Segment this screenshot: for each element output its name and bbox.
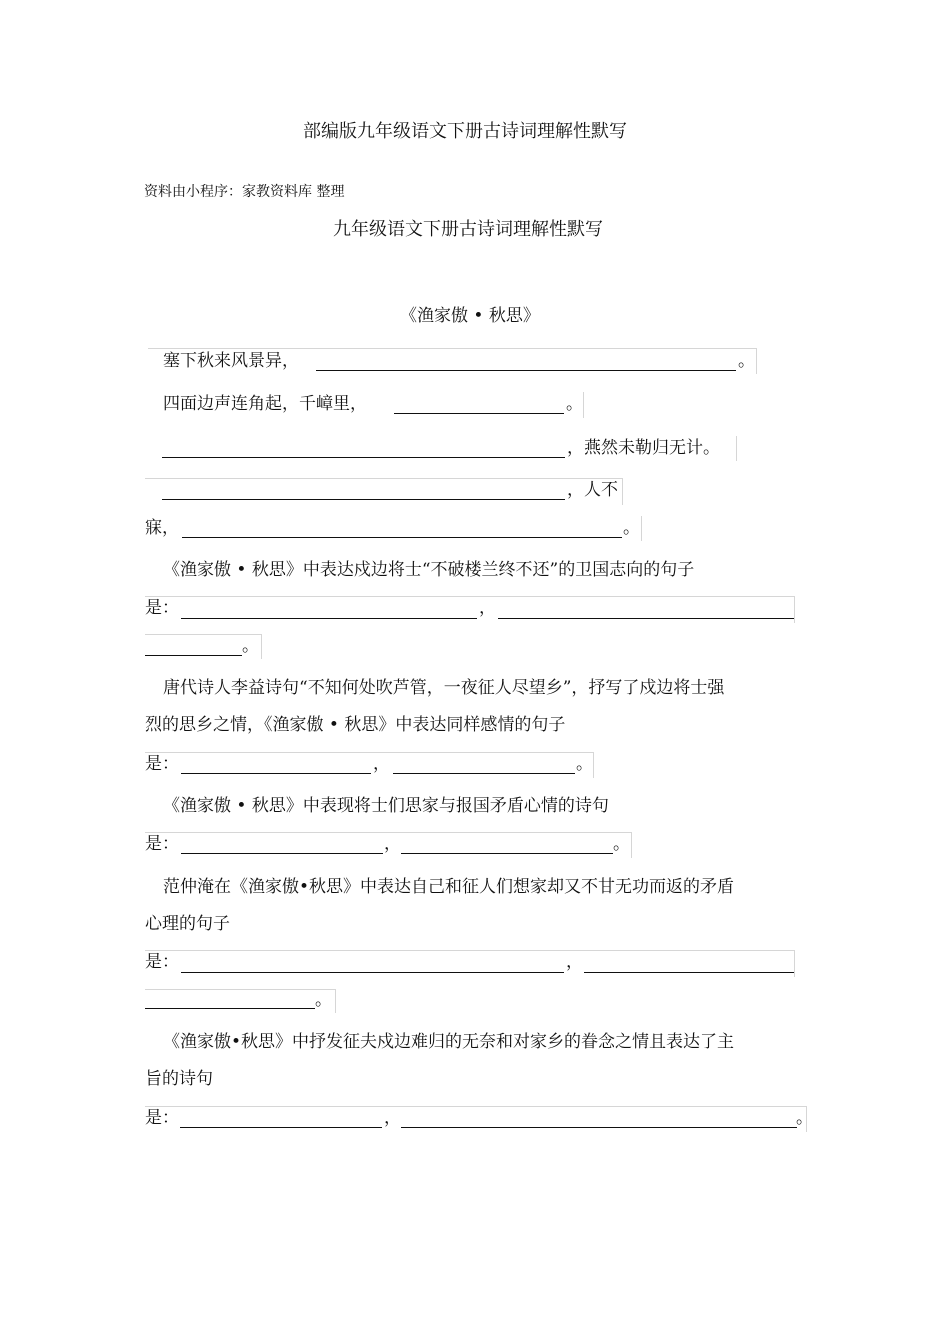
question-5-blank-b[interactable] <box>401 1127 797 1128</box>
answer-box-frame <box>736 436 737 461</box>
answer-box-frame <box>145 478 623 505</box>
question-3-text: 《渔家傲 • 秋思》中表现将士们思家与报国矛盾心情的诗句 <box>163 796 609 816</box>
comma: ， <box>373 754 390 774</box>
period: 。 <box>738 351 755 371</box>
answer-blank-5[interactable] <box>182 537 622 538</box>
question-5-blank-a[interactable] <box>180 1127 382 1128</box>
poem-line-4-end: ，人不 <box>567 480 618 500</box>
question-4-blank-b[interactable] <box>584 972 794 973</box>
answer-blank-1[interactable] <box>316 370 736 371</box>
poem-line-2: 四面边声连角起，千嶂里， <box>163 394 367 414</box>
answer-box-frame <box>641 516 642 541</box>
question-4-blank-a[interactable] <box>181 972 564 973</box>
question-2-text-cont: 烈的思乡之情，《渔家傲 • 秋思》中表达同样感情的句子 <box>145 715 566 735</box>
comma: ， <box>384 1108 401 1128</box>
question-2-blank-a[interactable] <box>181 773 371 774</box>
question-1-blank-a[interactable] <box>181 618 477 619</box>
source-note: 资料由小程序：家教资料库 整理 <box>144 184 345 200</box>
question-2-text: 唐代诗人李益诗句“不知何处吹芦管，一夜征人尽望乡”，抒写了戍边将士强 <box>163 678 725 698</box>
question-3-blank-b[interactable] <box>401 853 613 854</box>
question-3-prefix: 是： <box>145 834 179 854</box>
poem-line-3-end: ，燕然未勒归无计。 <box>567 438 720 458</box>
question-4-text-cont: 心理的句子 <box>145 914 230 934</box>
question-1-text: 《渔家傲 • 秋思》中表达戍边将士“不破楼兰终不还”的卫国志向的句子 <box>163 560 695 580</box>
question-5-text-cont: 旨的诗句 <box>145 1069 213 1089</box>
period: 。 <box>576 754 593 774</box>
question-4-text: 范仲淹在《渔家傲•秋思》中表达自己和征人们想家却又不甘无功而返的矛盾 <box>163 877 735 897</box>
period: 。 <box>613 834 630 854</box>
question-4-blank-c[interactable] <box>145 1008 315 1009</box>
answer-blank-4[interactable] <box>162 499 565 500</box>
answer-blank-2[interactable] <box>394 413 564 414</box>
answer-box-frame <box>583 392 584 418</box>
poem-line-1: 塞下秋来风景异， <box>163 351 299 371</box>
period: 。 <box>315 990 332 1010</box>
poem-line-5: 寐， <box>145 518 179 538</box>
period: 。 <box>566 394 583 414</box>
question-3-blank-a[interactable] <box>181 853 383 854</box>
question-4-prefix: 是： <box>145 952 179 972</box>
question-1-blank-b[interactable] <box>498 618 794 619</box>
comma: ， <box>566 952 583 972</box>
answer-blank-3[interactable] <box>162 457 565 458</box>
question-5-prefix: 是： <box>145 1108 179 1128</box>
question-1-blank-c[interactable] <box>145 655 242 656</box>
question-2-prefix: 是： <box>145 754 179 774</box>
period: 。 <box>242 636 259 656</box>
answer-box-frame <box>145 752 594 778</box>
document-title: 部编版九年级语文下册古诗词理解性默写 <box>303 121 627 142</box>
document-subtitle: 九年级语文下册古诗词理解性默写 <box>333 219 603 240</box>
period: 。 <box>796 1108 813 1128</box>
question-1-prefix: 是： <box>145 598 179 618</box>
comma: ， <box>384 834 401 854</box>
poem-title: 《渔家傲 • 秋思》 <box>400 306 540 326</box>
answer-box-frame <box>145 989 336 1013</box>
question-5-text: 《渔家傲•秋思》中抒发征夫戍边难归的无奈和对家乡的眷念之情且表达了主 <box>163 1032 735 1052</box>
question-2-blank-b[interactable] <box>393 773 575 774</box>
period: 。 <box>623 518 640 538</box>
comma: ， <box>479 598 496 618</box>
answer-box-frame <box>145 1106 807 1132</box>
